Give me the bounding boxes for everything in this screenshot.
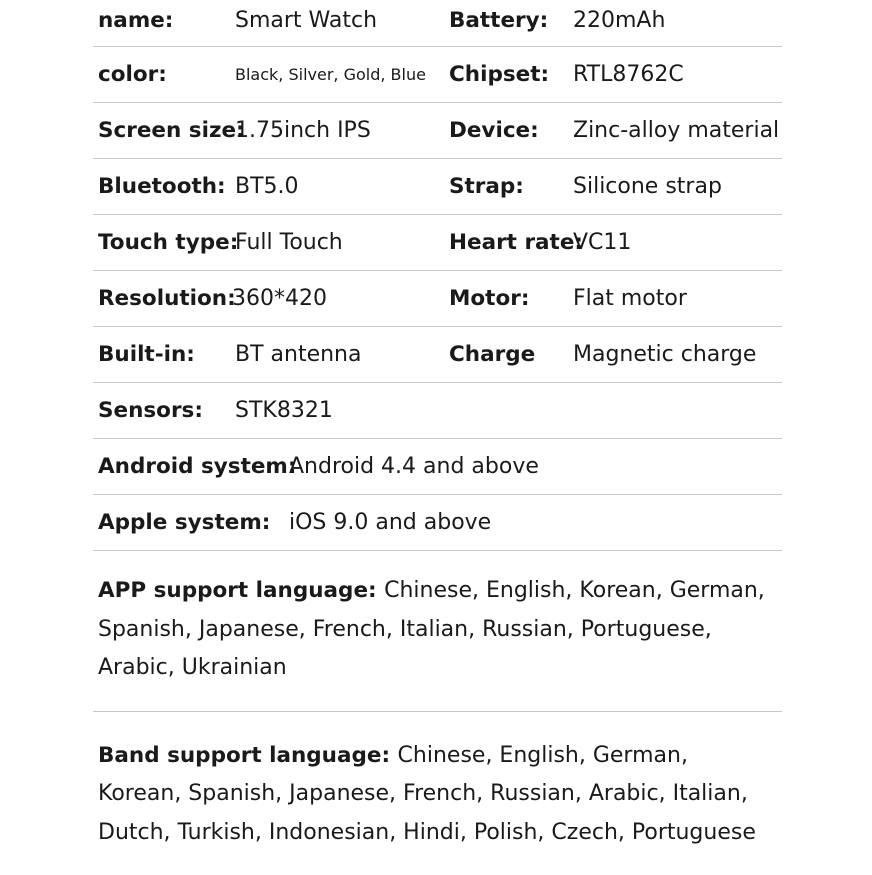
touch-type-value: Full Touch [235, 230, 343, 256]
app-language-label: APP support language: [98, 578, 384, 603]
sensors-value: STK8321 [235, 398, 333, 424]
color-value: Black, Silver, Gold, Blue [235, 62, 426, 88]
built-in-label: Built-in: [98, 342, 195, 368]
spec-row-apple [93, 495, 782, 551]
device-label: Device: [449, 118, 539, 144]
strap-label: Strap: [449, 174, 524, 200]
touch-type-label: Touch type: [98, 230, 238, 256]
charge-value: Magnetic charge [573, 342, 756, 368]
spec-row-color [93, 47, 782, 103]
strap-value: Silicone strap [573, 174, 722, 200]
heart-rate-label: Heart rate: [449, 230, 583, 256]
charge-label: Charge [449, 342, 535, 368]
spec-row-android [93, 439, 782, 495]
chipset-label: Chipset: [449, 62, 549, 88]
spec-table [93, 0, 782, 875]
built-in-value: BT antenna [235, 342, 361, 368]
band-language-label: Band support language: [98, 743, 398, 768]
motor-value: Flat motor [573, 286, 687, 312]
spec-row-bluetooth [93, 159, 782, 215]
spec-row-sensors [93, 383, 782, 439]
bluetooth-label: Bluetooth: [98, 174, 226, 200]
spec-row-name [93, 0, 782, 47]
motor-label: Motor: [449, 286, 529, 312]
screen-size-label: Screen size: [98, 118, 245, 144]
battery-value: 220mAh [573, 8, 665, 34]
device-value: Zinc-alloy material [573, 118, 779, 144]
chipset-value: RTL8762C [573, 62, 684, 88]
resolution-label: Resolution: [98, 286, 236, 312]
apple-system-value: iOS 9.0 and above [289, 510, 491, 536]
spec-row-touch [93, 215, 782, 271]
android-system-value: Android 4.4 and above [289, 454, 539, 480]
name-value: Smart Watch [235, 8, 377, 34]
spec-row-resolution [93, 271, 782, 327]
screen-size-value: 1.75inch IPS [235, 118, 371, 144]
band-language-block [93, 712, 782, 875]
battery-label: Battery: [449, 8, 548, 34]
bluetooth-value: BT5.0 [235, 174, 299, 200]
app-language-value: Chinese, English, Korean, German, Spanish, Japanese, French, Italian, Russian, Portuguese, Arabic, Ukrainian [98, 578, 765, 680]
app-language-block [93, 551, 782, 712]
heart-rate-value: VC11 [573, 230, 631, 256]
spec-row-screen [93, 103, 782, 159]
band-language-value: Chinese, English, German, Korean, Spanish, Japanese, French, Russian, Arabic, Italian, Dutch, Turkish, Indonesian, Hindi, Polish, Czech, Portuguese [98, 743, 756, 845]
sensors-label: Sensors: [98, 398, 203, 424]
resolution-value: 360*420 [232, 286, 327, 312]
apple-system-label: Apple system: [98, 510, 270, 536]
color-label: color: [98, 62, 167, 88]
android-system-label: Android system: [98, 454, 296, 480]
name-label: name: [98, 8, 173, 34]
spec-row-builtin [93, 327, 782, 383]
